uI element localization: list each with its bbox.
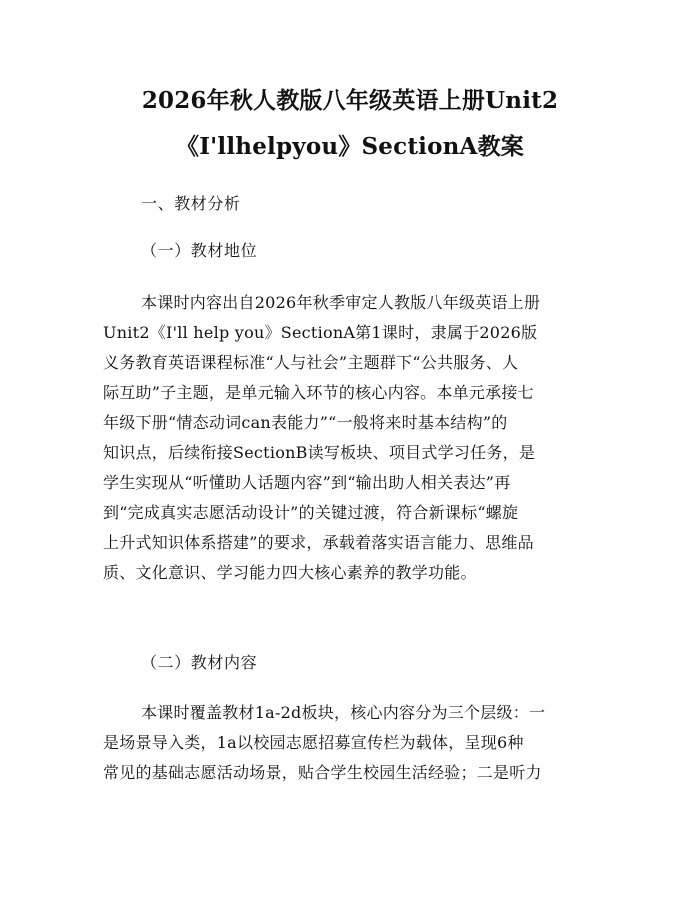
paragraph-line: 本课时内容出自2026年秋季审定人教版八年级英语上册: [141, 293, 541, 312]
paragraph-line: 到“完成真实志愿活动设计”的关键过渡，符合新课标“螺旋: [103, 503, 519, 522]
paragraph-line: 义务教育英语课程标准“人与社会”主题群下“公共服务、人: [103, 353, 519, 372]
paragraph-line: 年级下册“情态动词can表能力”“一般将来时基本结构”的: [103, 413, 508, 432]
subsection-heading-textbook-status: （一）教材地位: [141, 241, 258, 260]
document-title-line-1: 2026年秋人教版八年级英语上册Unit2: [141, 87, 559, 114]
paragraph-textbook-content: [103, 698, 599, 788]
paragraph-line: 本课时覆盖教材1a-2d板块，核心内容分为三个层级：一: [141, 703, 546, 722]
paragraph-line: 际互助”子主题，是单元输入环节的核心内容。本单元承接七: [103, 383, 534, 402]
paragraph-textbook-status: [103, 288, 599, 588]
paragraph-line: Unit2《I'll help you》SectionA第1课时，隶属于2026版: [103, 323, 538, 342]
paragraph-line: 是场景导入类，1a以校园志愿招募宣传栏为载体，呈现6种: [103, 733, 524, 752]
paragraph-line: 知识点，后续衔接SectionB读写板块、项目式学习任务，是: [103, 443, 536, 462]
paragraph-line: 质、文化意识、学习能力四大核心素养的教学功能。: [103, 563, 477, 582]
document-title-line-2: 《I'llhelpyou》SectionA教案: [176, 133, 524, 160]
section-heading-textbook-analysis: 一、教材分析: [141, 194, 241, 213]
paragraph-line: 常见的基础志愿活动场景，贴合学生校园生活经验；二是听力: [103, 763, 542, 782]
paragraph-line: 学生实现从“听懂助人话题内容”到“输出助人相关表达”再: [103, 473, 511, 492]
paragraph-line: 上升式知识体系搭建”的要求，承载着落实语言能力、思维品: [103, 533, 534, 552]
subsection-heading-textbook-content: （二）教材内容: [141, 653, 258, 672]
